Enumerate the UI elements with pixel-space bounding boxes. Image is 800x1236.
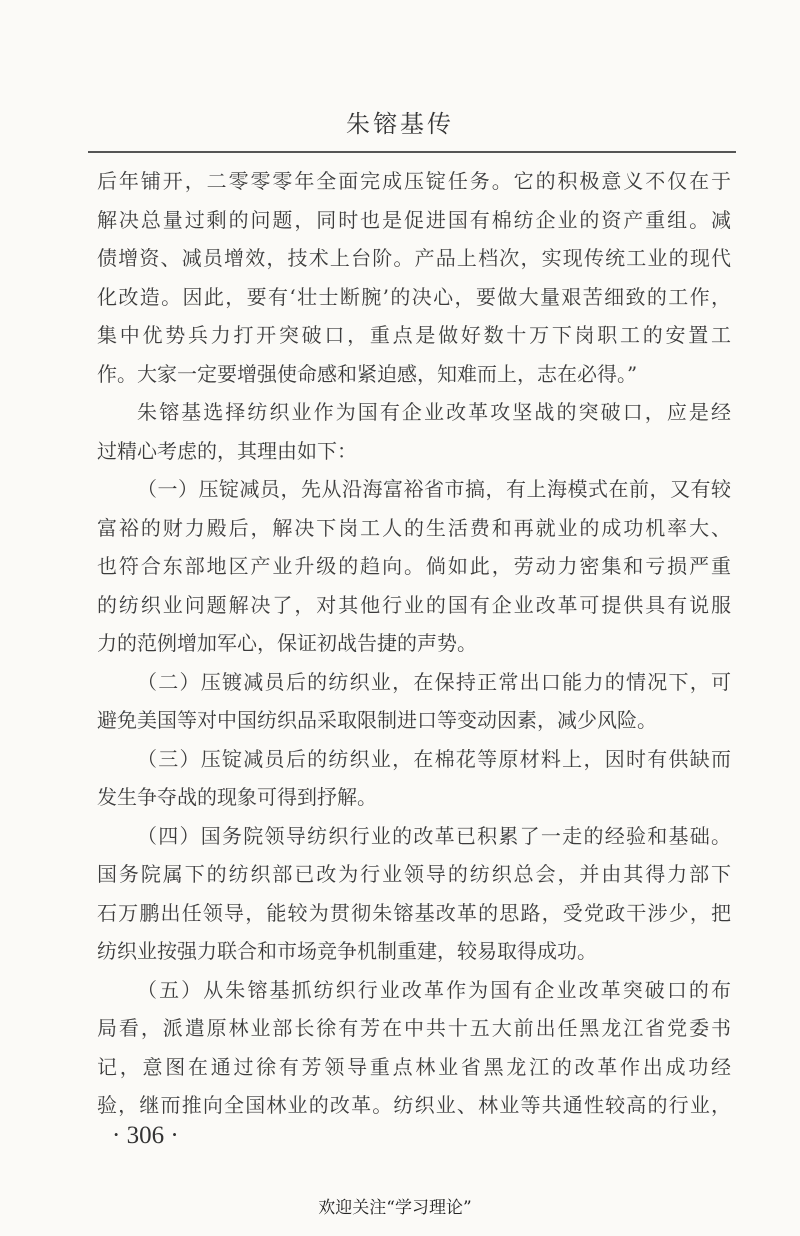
body-text [97, 162, 731, 1125]
page-number: · 306 · [112, 1122, 179, 1149]
text-line: 解决总量过剩的问题，同时也是促进国有棉纺企业的资产重组。减 [97, 207, 731, 232]
header-rule [88, 151, 736, 153]
footer-note: 欢迎关注“学习理论” [318, 1198, 472, 1218]
text-line: 也符合东部地区产业升级的趋向。倘如此，劳动力密集和亏损严重 [97, 554, 731, 578]
text-line: 验，继而推向全国林业的改革。纺织业、林业等共通性较高的行业， [97, 1093, 731, 1117]
text-line: （三）压锭减员后的纺织业，在棉花等原材料上，因时有供缺而 [137, 746, 731, 771]
text-line: 富裕的财力殿后，解决下岗工人的生活费和再就业的成功机率大、 [97, 515, 731, 540]
text-line: （五）从朱镕基抓纺织行业改革作为国有企业改革突破口的布 [137, 977, 731, 1002]
text-line: 的纺织业问题解决了，对其他行业的国有企业改革可提供具有说服 [97, 592, 731, 617]
text-line: 债增资、减员增效，技术上台阶。产品上档次，实现传统工业的现代 [97, 246, 731, 270]
text-line: 石万鹏出任领导，能较为贯彻朱镕基改革的思路，受党政干涉少，把 [97, 900, 731, 925]
text-line: （二）压镀减员后的纺织业，在保持正常出口能力的情况下，可 [137, 669, 731, 694]
text-line: 后年铺开，二零零零年全面完成压锭任务。它的积极意义不仅在于 [97, 169, 731, 193]
text-line: 记，意图在通过徐有芳领导重点林业省黑龙江的改革作出成功经 [97, 1054, 731, 1079]
running-title: 朱镕基传 [346, 110, 454, 138]
text-line: （一）压锭减员，先从沿海富裕省市搞，有上海模式在前，又有较 [137, 477, 731, 501]
text-line: 纺织业按强力联合和市场竞争机制重建，较易取得成功。 [97, 939, 597, 963]
text-line: 朱镕基选择纺织业作为国有企业改革攻坚战的突破口，应是经 [137, 400, 731, 424]
text-line: 作。大家一定要增强使命感和紧迫感，知难而上，志在必得。” [97, 361, 638, 386]
text-line: 过精心考虑的，其理由如下： [97, 438, 357, 463]
text-line: （四）国务院领导纺织行业的改革已积累了一走的经验和基础。 [137, 823, 731, 848]
text-line: 国务院属下的纺织部已改为行业领导的纺织总会，并由其得力部下 [97, 862, 731, 886]
text-line: 避免美国等对中国纺织品采取限制进口等变动因素，减少风险。 [97, 708, 657, 732]
text-line: 发生争夺战的现象可得到抒解。 [97, 785, 377, 809]
text-line: 力的范例增加军心，保证初战告捷的声势。 [97, 631, 477, 655]
text-line: 化改造。因此，要有‘壮士断腕’的决心，要做大量艰苦细致的工作， [97, 284, 731, 309]
text-line: 集中优势兵力打开突破口，重点是做好数十万下岗职工的安置工 [97, 323, 731, 347]
text-line: 局看，派遣原林业部长徐有芳在中共十五大前出任黑龙江省党委书 [97, 1016, 731, 1040]
